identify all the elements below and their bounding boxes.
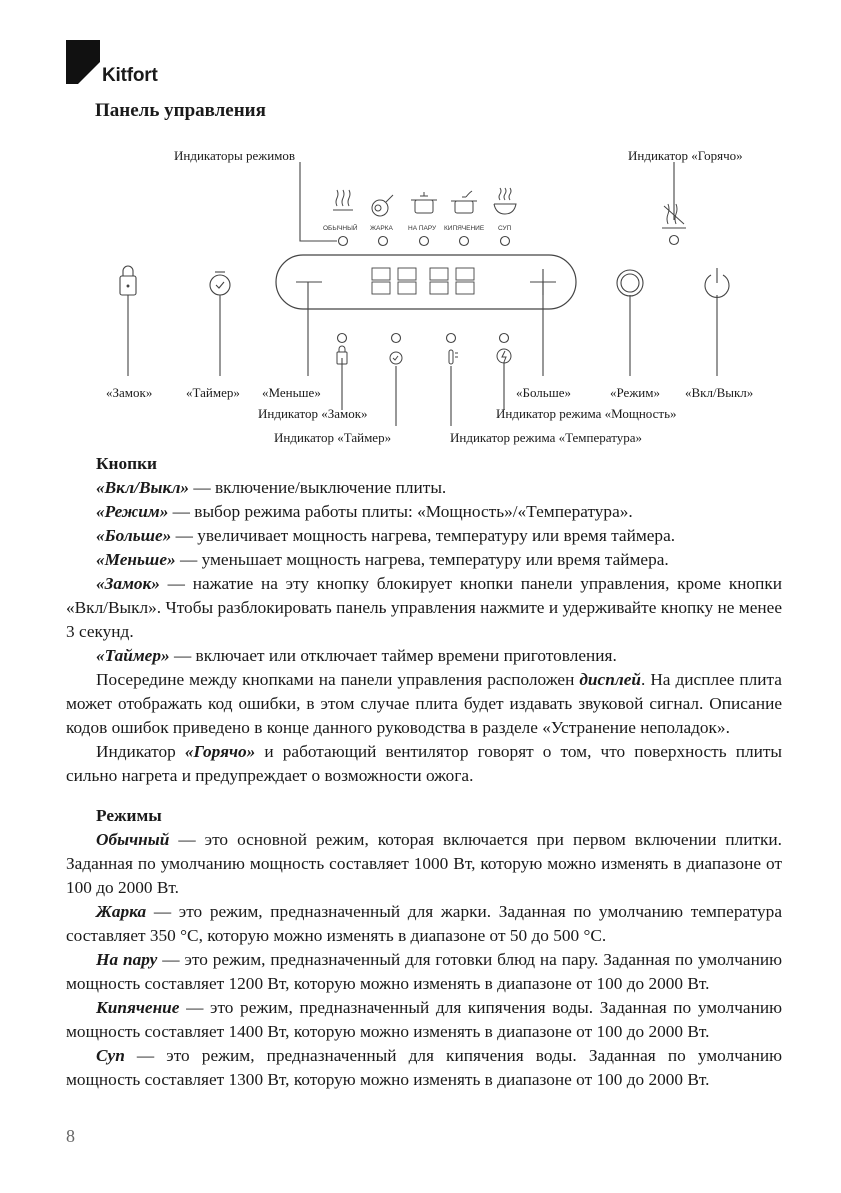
- label-indicator-temp-mode: Индикатор режима «Температура»: [450, 430, 642, 445]
- mode-icon-soup: [494, 188, 516, 214]
- timer-desc: «Таймер» — включает или отключает таймер времени приготовления.: [96, 646, 617, 665]
- label-indicator-timer: Индикатор «Таймер»: [274, 430, 392, 445]
- kitfort-logo-icon: [66, 40, 100, 86]
- mode-icon-boil: [451, 191, 477, 213]
- label-timer: «Таймер»: [186, 385, 240, 400]
- steam-desc: На пару — это режим, предназначенный для готовки блюд на пару. Заданная по умолчанию мощность составляет 1200 Вт, которую можно изменять в диапазоне от 100 до 2000 Вт.: [66, 950, 782, 993]
- label-power: «Вкл/Выкл»: [685, 385, 754, 400]
- mode-label-fry: ЖАРКА: [370, 225, 393, 232]
- lock-button-icon: [120, 266, 136, 295]
- label-lock: «Замок»: [106, 385, 153, 400]
- display-desc: Посередине между кнопками на панели управления расположен дисплей. На дисплее плита может отображать код ошибки, в этом случае плита будет издавать звуковой сигнал. Описание кодов ошибок приведено в конце данного руководства в разделе «Устранение неполадок».: [66, 670, 782, 737]
- fry-desc: Жарка — это режим, предназначенный для жарки. Заданная по умолчанию температура составляет 350 °С, которую можно изменять в диапазоне от 50 до 500 °С.: [66, 902, 782, 945]
- brand-name: Kitfort: [102, 65, 158, 86]
- modes-section: [66, 804, 782, 1092]
- display-digits: [372, 268, 474, 294]
- label-more: «Больше»: [516, 385, 571, 400]
- modes-heading: Режимы: [96, 806, 162, 825]
- label-indicator-hot: Индикатор «Горячо»: [628, 148, 743, 163]
- buttons-section: [66, 452, 782, 788]
- mode-label-soup: СУП: [498, 225, 512, 232]
- label-indicator-lock: Индикатор «Замок»: [258, 406, 368, 421]
- mode-icon-steam: [411, 192, 437, 213]
- mode-icon-fry: [372, 195, 393, 216]
- mode-label-boil: КИПЯЧЕНИЕ: [444, 225, 485, 232]
- less-desc: «Меньше» — уменьшает мощность нагрева, температуру или время таймера.: [96, 550, 669, 569]
- lock-desc: «Замок» — нажатие на эту кнопку блокирует кнопки панели управления, кроме кнопки «Вкл/Выкл». Чтобы разблокировать панель управления нажмите и удерживайте кнопку не менее 3 секунд.: [66, 574, 782, 641]
- more-desc: «Больше» — увеличивает мощность нагрева, температуру или время таймера.: [96, 526, 676, 545]
- page-number: 8: [66, 1126, 75, 1146]
- power-desc: «Вкл/Выкл» — включение/выключение плиты.: [96, 478, 447, 497]
- control-panel-diagram: [90, 140, 790, 450]
- label-less: «Меньше»: [262, 385, 321, 400]
- mode-desc: «Режим» — выбор режима работы плиты: «Мощность»/«Температура».: [96, 502, 633, 521]
- panel-drawing: [90, 140, 790, 450]
- label-indicators-modes: Индикаторы режимов: [174, 148, 296, 163]
- mode-label-normal: ОБЫЧНЫЙ: [323, 225, 358, 232]
- panel-heading: Панель управления: [95, 100, 266, 121]
- label-mode: «Режим»: [610, 385, 660, 400]
- buttons-heading: Кнопки: [96, 454, 157, 473]
- mode-label-steam: НА ПАРУ: [408, 225, 437, 232]
- normal-desc: Обычный — это основной режим, которая включается при первом включении плитки. Заданная по умолчанию мощность составляет 1000 Вт, которую можно изменять в диапазоне от 100 до 2000 Вт.: [66, 830, 782, 897]
- label-indicator-power-mode: Индикатор режима «Мощность»: [496, 406, 677, 421]
- mode-icon-normal: [333, 190, 353, 210]
- timer-button-icon: [210, 272, 230, 295]
- soup-desc: Суп — это режим, предназначенный для кипячения воды. Заданная по умолчанию мощность составляет 1300 Вт, которую можно изменять в диапазоне от 100 до 2000 Вт.: [66, 1046, 782, 1089]
- boil-desc: Кипячение — это режим, предназначенный для кипячения воды. Заданная по умолчанию мощность составляет 1400 Вт, которую можно изменять в диапазоне от 100 до 2000 Вт.: [66, 998, 782, 1041]
- brand-logo: [66, 40, 158, 86]
- hot-desc: Индикатор «Горячо» и работающий вентилятор говорят о том, что поверхность плиты сильно нагрета и предупреждает о возможности ожога.: [66, 742, 782, 785]
